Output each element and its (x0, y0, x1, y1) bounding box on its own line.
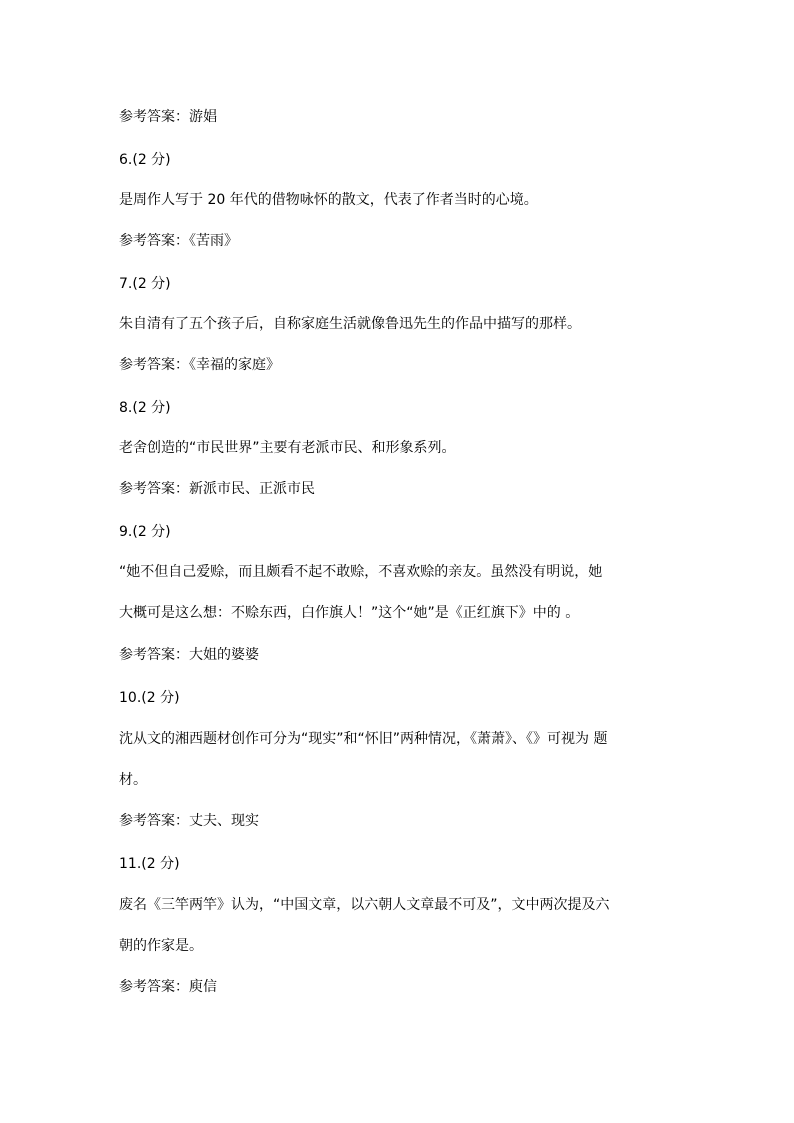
question-11-text-line-2: 朝的作家是。 (119, 938, 203, 954)
answer-6: 参考答案：《苦雨》 (119, 233, 238, 249)
answer-11: 参考答案：庾信 (119, 979, 217, 995)
question-6-header: 6.(2 分) (119, 152, 171, 168)
question-10-text-line-2: 材。 (119, 772, 147, 788)
question-11-header: 11.(2 分) (119, 856, 180, 872)
question-10-header: 10.(2 分) (119, 690, 180, 706)
answer-10: 参考答案：丈夫、现实 (119, 813, 259, 829)
answer-9: 参考答案：大姐的婆婆 (119, 647, 259, 663)
question-10-text-line-1: 沈从文的湘西题材创作可分为“现实”和“怀旧”两种情况，《萧萧》、《》可视为 题 (119, 731, 608, 747)
question-8-header: 8.(2 分) (119, 400, 171, 416)
answer-7: 参考答案：《幸福的家庭》 (119, 357, 280, 373)
question-9-text-line-2: 大概可是这么想：不赊东西，白作旗人！”这个“她”是《正红旗下》中的 。 (119, 605, 580, 621)
question-9-text-line-1: “她不但自己爱赊，而且颇看不起不敢赊，不喜欢赊的亲友。虽然没有明说，她 (119, 564, 603, 580)
question-11-text-line-1: 废名《三竿两竿》认为，“中国文章，以六朝人文章最不可及”，文中两次提及六 (119, 897, 610, 913)
question-6-text: 是周作人写于 20 年代的借物咏怀的散文，代表了作者当时的心境。 (119, 192, 538, 208)
question-8-text: 老舍创造的“市民世界”主要有老派市民、和形象系列。 (119, 440, 456, 456)
question-7-text: 朱自清有了五个孩子后，自称家庭生活就像鲁迅先生的作品中描写的那样。 (119, 316, 581, 332)
answer-5: 参考答案：游娼 (119, 109, 217, 125)
question-9-header: 9.(2 分) (119, 524, 171, 540)
answer-8: 参考答案：新派市民、正派市民 (119, 481, 315, 497)
question-7-header: 7.(2 分) (119, 276, 171, 292)
